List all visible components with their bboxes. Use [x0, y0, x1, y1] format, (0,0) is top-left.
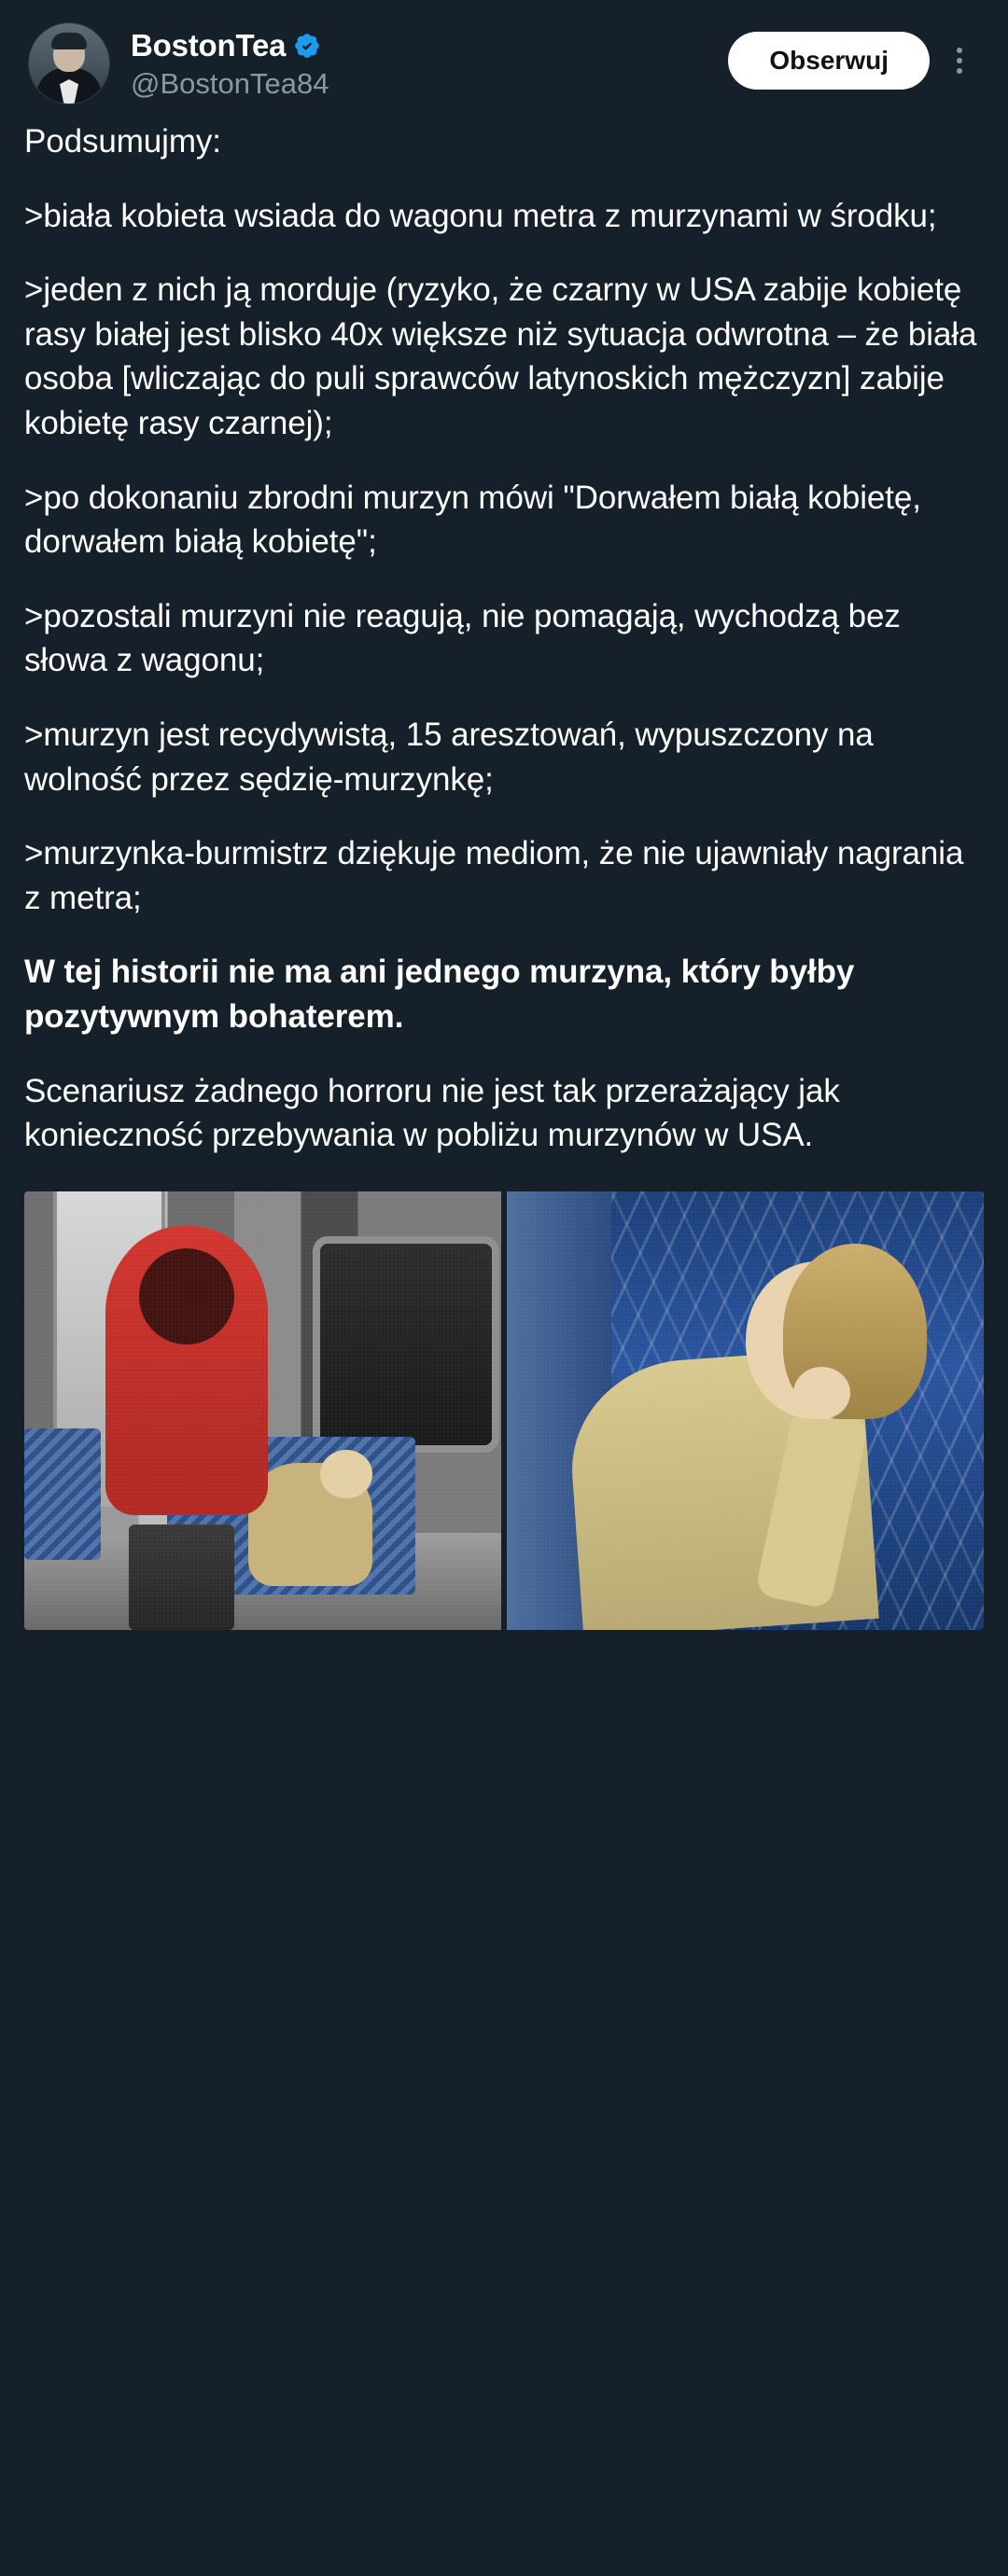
media-left-seat-far — [24, 1428, 101, 1560]
tweet-paragraph: >murzynka-burmistrz dziękuje mediom, że nie ujawniały nagrania z metra; — [24, 835, 964, 916]
display-name: BostonTea — [131, 28, 287, 63]
more-dot-3 — [957, 68, 962, 74]
tweet-paragraph: >po dokonaniu zbrodni murzyn mówi "Dorwałem białą kobietę, dorwałem białą kobietę"; — [24, 479, 921, 561]
tweet-text — [0, 110, 1008, 1158]
tweet-paragraph: Scenariusz żadnego horroru nie jest tak przerażający jak konieczność przebywania w pobliżu murzynów w USA. — [24, 1072, 840, 1154]
tweet-media — [24, 1191, 984, 1630]
tweet-paragraph-emphasis: W tej historii nie ma ani jednego murzyna, który byłby pozytywnym bohaterem. — [24, 954, 855, 1035]
media-left-standing-person-hood — [139, 1248, 234, 1344]
avatar[interactable] — [28, 22, 110, 104]
more-options-icon[interactable] — [939, 35, 980, 87]
tweet-paragraph: >biała kobieta wsiada do wagonu metra z murzynami w środku; — [24, 197, 937, 234]
tweet-header — [0, 0, 1008, 110]
account-handle: @BostonTea84 — [131, 66, 329, 100]
follow-button[interactable]: Obserwuj — [728, 32, 930, 90]
media-left-standing-person-legs — [129, 1525, 233, 1630]
media-right-person-hand — [793, 1367, 850, 1419]
more-dot-1 — [957, 48, 962, 53]
media-photo-left[interactable] — [24, 1191, 501, 1630]
media-left-window — [320, 1244, 492, 1445]
more-dot-2 — [957, 58, 962, 63]
avatar-hair — [51, 33, 87, 49]
display-name-row — [131, 28, 728, 63]
media-left-seated-person-head — [320, 1450, 372, 1498]
tweet-paragraph: >murzyn jest recydywistą, 15 aresztowań, wypuszczony na wolność przez sędzię-murzynkę; — [24, 716, 874, 798]
tweet-paragraph: >jeden z nich ją morduje (ryzyko, że czarny w USA zabije kobietę rasy białej jest blisko 40x większe niż sytuacja odwrotna – że biała osoba [wliczając do puli sprawców latynoskich mężczyzn] zabije kobietę rasy czarnej); — [24, 272, 977, 441]
media-photo-right[interactable] — [507, 1191, 984, 1630]
verified-badge-icon — [293, 32, 321, 60]
header-actions — [728, 22, 980, 90]
tweet-paragraph: Podsumujmy: — [24, 123, 221, 160]
account-name-block — [131, 22, 728, 103]
tweet-paragraph: >pozostali murzyni nie reagują, nie pomagają, wychodzą bez słowa z wagonu; — [24, 597, 901, 679]
